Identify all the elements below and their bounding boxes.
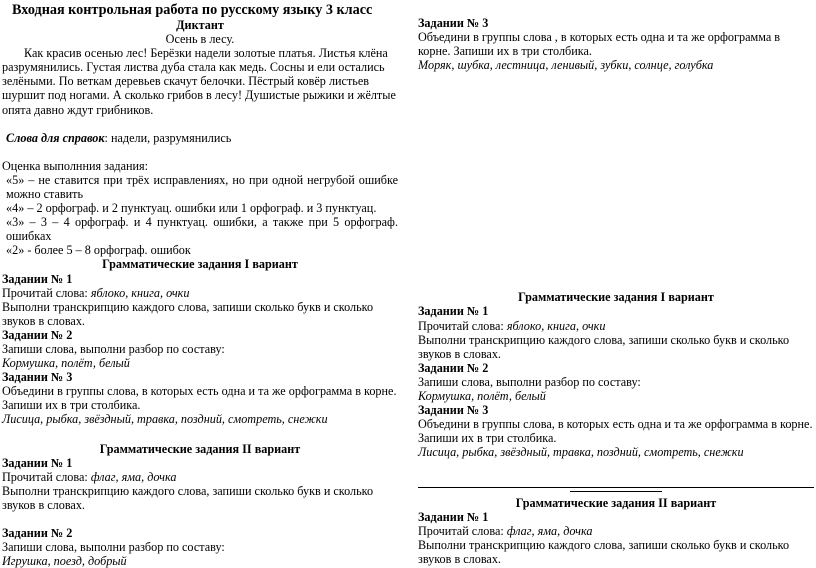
r-v2-task1-prefix: Прочитай слова: xyxy=(418,523,507,538)
dictation-heading: Диктант xyxy=(176,18,224,32)
v2-task1-prefix: Прочитай слова: xyxy=(2,469,91,484)
left-column xyxy=(2,0,398,568)
v2-task2-instruction: Запиши слова, выполни разбор по составу: xyxy=(2,540,225,555)
v1-task3-heading: Задании № 3 xyxy=(2,370,73,385)
v1-task2-instruction: Запиши слова, выполни разбор по составу: xyxy=(2,341,225,356)
dictation-text: Как красив осенью лес! Берёзки надели золотые платья. Листья клёна разрумянились. Густая листва дуба стала как медь. Сосны и ели остались зелёными. По веткам деревьев скачут белочки. Пёстрый ковёр листьев шуршит под ногами. А сколько грибов в лесу! Душистые рыжики и жёлтые опята давно ждут грибников. xyxy=(2,46,396,117)
v1-task1-words: яблоко, книга, очки xyxy=(90,285,190,300)
r-v1-task3-heading: Задании № 3 xyxy=(418,403,489,418)
v2-task1-read xyxy=(2,470,398,484)
r-v2-task1-read xyxy=(418,524,814,538)
variant2-heading: Грамматические задания II вариант xyxy=(99,441,301,456)
r-v1-task2-instruction: Запиши слова, выполни разбор по составу: xyxy=(418,374,641,389)
r-v1-task1-words: яблоко, книга, очки xyxy=(506,318,606,333)
grade-5: «5» – не ставится при трёх исправлениях, но при одной негрубой ошибке можно ставить xyxy=(6,172,398,201)
dictation-subtitle: Осень в лесу. xyxy=(165,32,235,47)
help-words-list: : надели, разрумянились xyxy=(104,130,232,145)
r-variant1-heading: Грамматические задания I вариант xyxy=(518,290,714,305)
r-task3-instruction: Объедини в группы слова , в которых есть одна и та же орфограмма в корне. Запиши их в три столбика. xyxy=(418,30,781,59)
v1-task2-words: Кормушка, полёт, белый xyxy=(2,356,130,371)
r-task3-words: Моряк, шубка, лестница, ленивый, зубки, солнце, голубка xyxy=(418,58,714,73)
grade-3: «3» – 3 – 4 орфограф. и 4 пунктуац. ошибки, а также при 5 орфограф. ошибках xyxy=(6,215,398,244)
v1-task1-prefix: Прочитай слова: xyxy=(2,285,91,300)
grade-2: «2» - более 5 – 8 орфограф. ошибок xyxy=(6,243,191,258)
help-label: Слова для справок xyxy=(6,130,105,145)
v1-task1-read xyxy=(2,286,398,300)
r-v1-task3-words: Лисица, рыбка, звёздный, травка, поздний, смотреть, снежки xyxy=(418,445,744,460)
v1-task3-words: Лисица, рыбка, звёздный, травка, поздний, смотреть, снежки xyxy=(2,412,328,427)
v1-task1-instruction: Выполни транскрипцию каждого слова, запиши сколько букв и сколько звуков в словах. xyxy=(2,299,374,328)
r-variant2-heading: Грамматические задания II вариант xyxy=(515,495,717,510)
grade-4: «4» – 2 орфограф. и 2 пунктуац. ошибки или 1 орфограф. и 3 пунктуац. xyxy=(6,201,377,216)
v2-task1-instruction: Выполни транскрипцию каждого слова, запиши сколько букв и сколько звуков в словах. xyxy=(2,483,374,512)
v2-task1-heading: Задании № 1 xyxy=(2,455,73,470)
r-v1-task1-prefix: Прочитай слова: xyxy=(418,318,507,333)
v1-task2-heading: Задании № 2 xyxy=(2,327,73,342)
r-v1-task2-heading: Задании № 2 xyxy=(418,360,489,375)
r-v1-task1-heading: Задании № 1 xyxy=(418,304,489,319)
right-column xyxy=(418,0,814,566)
short-divider xyxy=(570,491,662,492)
r-v1-task2-words: Кормушка, полёт, белый xyxy=(418,389,546,404)
page-title: Входная контрольная работа по русскому языку 3 класс xyxy=(12,2,373,18)
r-task3-heading: Задании № 3 xyxy=(418,16,489,30)
r-v2-task1-words: флаг, яма, дочка xyxy=(506,523,593,538)
grading-heading: Оценка выполнния задания: xyxy=(2,158,149,173)
r-v2-task1-heading: Задании № 1 xyxy=(418,509,489,524)
variant1-heading: Грамматические задания I вариант xyxy=(102,257,298,272)
v2-task2-words: Игрушка, поезд, добрый xyxy=(2,554,127,568)
r-v1-task1-instruction: Выполни транскрипцию каждого слова, запиши сколько букв и сколько звуков в словах. xyxy=(418,332,790,361)
v1-task3-instruction: Объедини в группы слова, в которых есть одна и та же орфограмма в корне. Запиши их в три столбика. xyxy=(2,384,397,413)
r-v1-task3-instruction: Объедини в группы слова, в которых есть одна и та же орфограмма в корне. Запиши их в три столбика. xyxy=(418,417,813,446)
v2-task1-words: флаг, яма, дочка xyxy=(90,469,177,484)
v1-task1-heading: Задании № 1 xyxy=(2,271,73,286)
v2-task2-heading: Задании № 2 xyxy=(2,526,73,540)
r-v1-task1-read xyxy=(418,319,814,333)
help-words xyxy=(6,131,398,145)
r-v2-task1-instruction: Выполни транскрипцию каждого слова, запиши сколько букв и сколько звуков в словах. xyxy=(418,537,790,566)
